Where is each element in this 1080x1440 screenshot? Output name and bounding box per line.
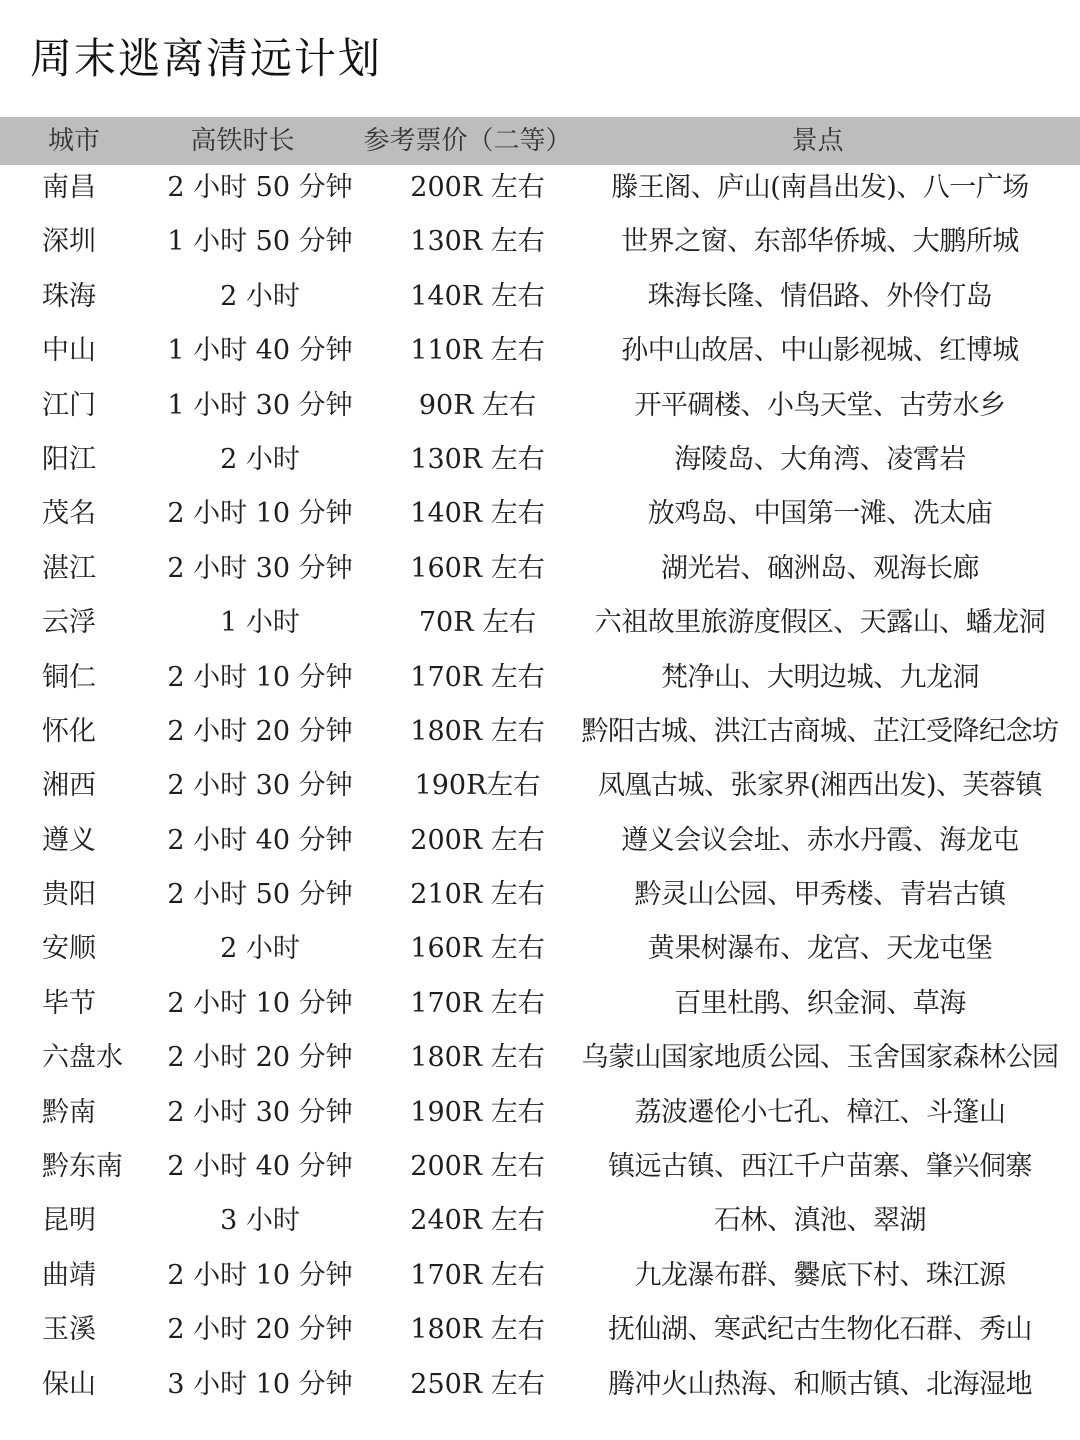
cell-price: 200R 左右 — [410, 824, 545, 856]
table-row — [0, 1198, 1080, 1252]
table-row — [0, 655, 1080, 709]
table-row — [0, 219, 1080, 273]
header-city: 城市 — [48, 126, 101, 156]
cell-time: 2 小时 30 分钟 — [167, 1096, 353, 1128]
cell-time: 2 小时 50 分钟 — [167, 172, 353, 203]
table-row — [0, 981, 1080, 1035]
cell-time: 3 小时 10 分钟 — [167, 1368, 353, 1400]
cell-spots: 抚仙湖、寒武纪古生物化石群、秀山 — [608, 1314, 1032, 1346]
cell-price: 180R 左右 — [410, 1042, 545, 1074]
cell-price: 180R 左右 — [410, 715, 545, 747]
cell-price: 240R 左右 — [410, 1205, 545, 1237]
table-row — [0, 1307, 1080, 1361]
cell-city: 湛江 — [42, 552, 96, 584]
table-row — [0, 1035, 1080, 1089]
cell-price: 70R 左右 — [418, 607, 537, 639]
table-row — [0, 763, 1080, 817]
cell-time: 2 小时 50 分钟 — [167, 879, 353, 911]
cell-city: 保山 — [42, 1368, 96, 1400]
cell-city: 黔南 — [42, 1096, 96, 1128]
table-header — [0, 117, 1080, 165]
cell-time: 2 小时 10 分钟 — [167, 498, 353, 530]
table-row — [0, 328, 1080, 382]
cell-time: 2 小时 — [220, 933, 300, 965]
table-row — [0, 437, 1080, 491]
cell-price: 130R 左右 — [410, 443, 545, 475]
cell-city: 深圳 — [42, 226, 96, 258]
cell-price: 170R 左右 — [410, 987, 545, 1019]
page-title: 周末逃离清远计划 — [30, 34, 383, 83]
header-spots: 景点 — [791, 126, 844, 156]
cell-city: 遵义 — [42, 824, 96, 856]
table-row — [0, 491, 1080, 545]
cell-spots: 荔波遷伦小七孔、樟江、斗篷山 — [634, 1096, 1006, 1128]
cell-spots: 珠海长隆、情侣路、外伶仃岛 — [647, 280, 993, 312]
cell-time: 2 小时 10 分钟 — [167, 661, 353, 693]
cell-city: 阳江 — [42, 443, 96, 475]
cell-city: 安顺 — [42, 933, 96, 965]
cell-city: 曲靖 — [42, 1259, 96, 1291]
cell-spots: 世界之窗、东部华侨城、大鹏所城 — [621, 226, 1019, 258]
cell-time: 2 小时 — [220, 443, 300, 475]
cell-price: 170R 左右 — [410, 661, 545, 693]
table-row — [0, 872, 1080, 926]
cell-city: 铜仁 — [42, 661, 96, 693]
table-row — [0, 600, 1080, 654]
cell-city: 昆明 — [42, 1205, 96, 1237]
table-body — [0, 165, 1080, 1416]
cell-price: 250R 左右 — [410, 1368, 545, 1400]
cell-price: 160R 左右 — [410, 933, 545, 965]
table-row — [0, 383, 1080, 437]
cell-spots: 六祖故里旅游度假区、天露山、蟠龙洞 — [594, 607, 1046, 639]
cell-time: 2 小时 20 分钟 — [167, 1314, 353, 1346]
cell-spots: 九龙瀑布群、爨底下村、珠江源 — [634, 1259, 1006, 1291]
table-row — [0, 1144, 1080, 1198]
cell-time: 2 小时 30 分钟 — [167, 770, 353, 802]
cell-price: 140R 左右 — [410, 498, 545, 530]
cell-spots: 孙中山故居、中山影视城、红博城 — [621, 335, 1019, 367]
cell-price: 170R 左右 — [410, 1259, 545, 1291]
table-row — [0, 274, 1080, 328]
table-row — [0, 546, 1080, 600]
cell-price: 110R 左右 — [410, 335, 545, 367]
cell-spots: 开平碉楼、小鸟天堂、古劳水乡 — [634, 389, 1006, 421]
cell-price: 180R 左右 — [410, 1314, 545, 1346]
cell-price: 190R 左右 — [410, 1096, 545, 1128]
cell-time: 1 小时 30 分钟 — [167, 389, 353, 421]
cell-spots: 镇远古镇、西江千户苗寨、肇兴侗寨 — [608, 1151, 1032, 1183]
cell-city: 茂名 — [42, 498, 96, 530]
cell-price: 200R 左右 — [410, 172, 545, 203]
cell-time: 2 小时 10 分钟 — [167, 1259, 353, 1291]
cell-city: 黔东南 — [42, 1151, 123, 1183]
cell-spots: 滕王阁、庐山(南昌出发)、八一广场 — [611, 172, 1029, 203]
cell-time: 2 小时 40 分钟 — [167, 1151, 353, 1183]
cell-time: 2 小时 10 分钟 — [167, 987, 353, 1019]
cell-price: 90R 左右 — [418, 389, 537, 421]
cell-time: 2 小时 20 分钟 — [167, 1042, 353, 1074]
cell-time: 2 小时 30 分钟 — [167, 552, 353, 584]
cell-spots: 腾冲火山热海、和顺古镇、北海湿地 — [608, 1368, 1032, 1400]
cell-time: 1 小时 — [220, 607, 300, 639]
cell-time: 3 小时 — [220, 1205, 300, 1237]
table-row — [0, 1090, 1080, 1144]
table-row — [0, 818, 1080, 872]
cell-time: 1 小时 40 分钟 — [167, 335, 353, 367]
cell-time: 2 小时 40 分钟 — [167, 824, 353, 856]
cell-spots: 黔灵山公园、甲秀楼、青岩古镇 — [634, 879, 1006, 911]
cell-city: 中山 — [42, 335, 96, 367]
cell-city: 玉溪 — [42, 1314, 96, 1346]
cell-spots: 黄果树瀑布、龙宫、天龙屯堡 — [647, 933, 993, 965]
cell-price: 130R 左右 — [410, 226, 545, 258]
cell-city: 毕节 — [42, 987, 96, 1019]
cell-city: 南昌 — [42, 172, 96, 203]
cell-price: 160R 左右 — [410, 552, 545, 584]
cell-city: 怀化 — [42, 715, 96, 747]
table-row — [0, 165, 1080, 219]
header-price: 参考票价（二等） — [363, 126, 572, 156]
cell-spots: 湖光岩、硇洲岛、观海长廊 — [661, 552, 979, 584]
cell-city: 云浮 — [42, 607, 96, 639]
cell-time: 2 小时 — [220, 280, 300, 312]
table-row — [0, 1253, 1080, 1307]
cell-city: 六盘水 — [42, 1042, 123, 1074]
cell-price: 210R 左右 — [410, 879, 545, 911]
cell-price: 140R 左右 — [410, 280, 545, 312]
cell-spots: 遵义会议会址、赤水丹霞、海龙屯 — [621, 824, 1019, 856]
table-row — [0, 709, 1080, 763]
table-row — [0, 926, 1080, 980]
cell-spots: 百里杜鹃、织金洞、草海 — [674, 987, 966, 1019]
travel-table — [0, 117, 1080, 1416]
header-time: 高铁时长 — [190, 126, 295, 156]
cell-city: 贵阳 — [42, 879, 96, 911]
cell-city: 湘西 — [42, 770, 96, 802]
table-row — [0, 1362, 1080, 1416]
cell-spots: 黔阳古城、洪江古商城、芷江受降纪念坊 — [581, 715, 1059, 747]
cell-spots: 放鸡岛、中国第一滩、冼太庙 — [647, 498, 993, 530]
cell-city: 江门 — [42, 389, 96, 421]
cell-time: 2 小时 20 分钟 — [167, 715, 353, 747]
cell-spots: 海陵岛、大角湾、凌霄岩 — [674, 443, 966, 475]
cell-time: 1 小时 50 分钟 — [167, 226, 353, 258]
cell-spots: 梵净山、大明边城、九龙洞 — [661, 661, 979, 693]
cell-spots: 石林、滇池、翠湖 — [714, 1205, 926, 1237]
cell-price: 190R左右 — [414, 770, 541, 802]
cell-price: 200R 左右 — [410, 1151, 545, 1183]
cell-spots: 凤凰古城、张家界(湘西出发)、芙蓉镇 — [597, 770, 1043, 802]
cell-spots: 乌蒙山国家地质公园、玉舍国家森林公园 — [581, 1042, 1059, 1074]
cell-city: 珠海 — [42, 280, 96, 312]
